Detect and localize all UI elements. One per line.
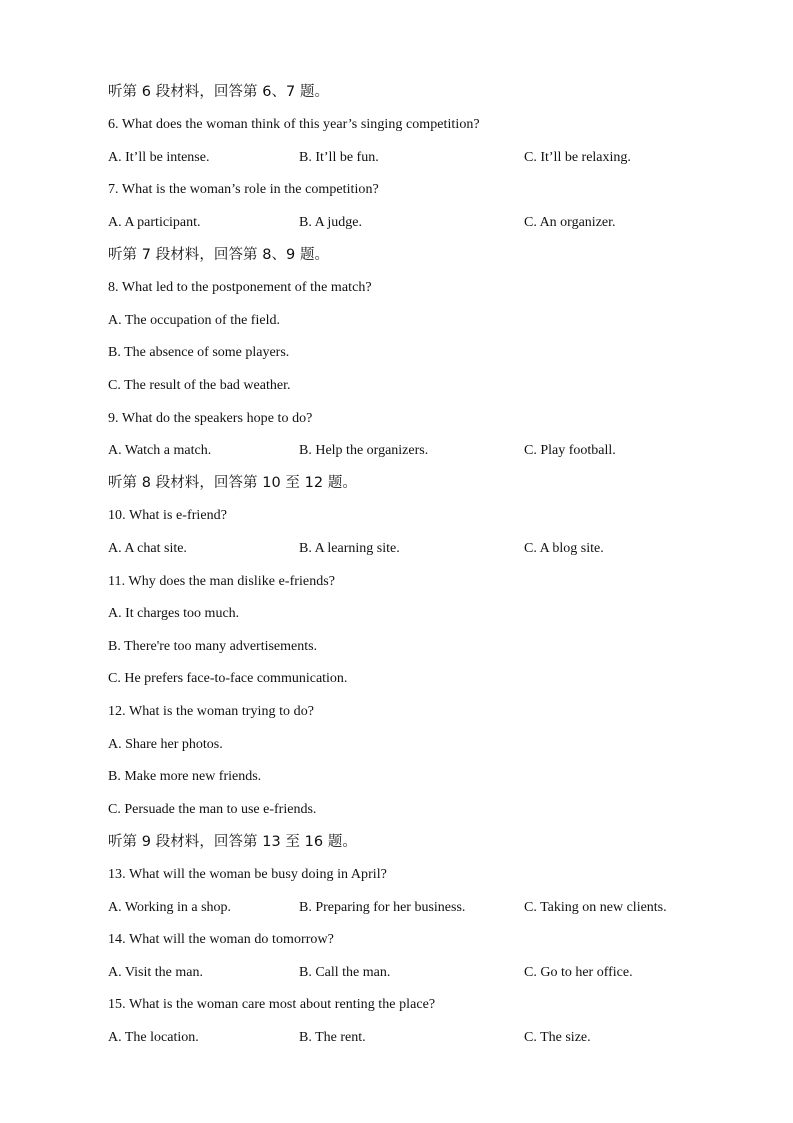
question-15-option-a: A. The location. [108, 1030, 199, 1045]
question-13-option-c: C. Taking on new clients. [524, 900, 667, 915]
question-14-option-c: C. Go to her office. [524, 965, 633, 980]
question-13-option-a: A. Working in a shop. [108, 900, 232, 915]
question-12-option-b: B. Make more new friends. [108, 769, 262, 784]
question-6-option-c: C. It’ll be relaxing. [524, 150, 631, 165]
question-12-stem: 12. What is the woman trying to do? [108, 704, 315, 719]
question-15-option-b: B. The rent. [299, 1030, 366, 1045]
question-10-stem: 10. What is e-friend? [108, 508, 227, 523]
question-10-option-a: A. A chat site. [108, 541, 187, 556]
question-9-option-a: A. Watch a match. [108, 443, 212, 458]
question-7-option-c: C. An organizer. [524, 215, 616, 230]
question-9-option-b: B. Help the organizers. [299, 443, 429, 458]
question-14-stem: 14. What will the woman do tomorrow? [108, 932, 334, 947]
question-11-option-a: A. It charges too much. [108, 606, 240, 621]
question-6-option-a: A. It’ll be intense. [108, 150, 210, 165]
question-7-option-b: B. A judge. [299, 215, 363, 230]
question-11-option-c: C. He prefers face-to-face communication. [108, 671, 348, 686]
question-6-stem: 6. What does the woman think of this year’s singing competition? [108, 117, 480, 132]
question-9-option-c: C. Play football. [524, 443, 616, 458]
question-7-option-a: A. A participant. [108, 215, 201, 230]
question-8-stem: 8. What led to the postponement of the match? [108, 280, 372, 295]
question-13-stem: 13. What will the woman be busy doing in April? [108, 867, 387, 882]
question-9-stem: 9. What do the speakers hope to do? [108, 411, 313, 426]
question-8-option-a: A. The occupation of the field. [108, 313, 280, 328]
question-12-option-c: C. Persuade the man to use e-friends. [108, 802, 317, 817]
section-header-9: 听第 9 段材料，回答第 13 至 16 题。 [108, 834, 357, 850]
question-15-option-c: C. The size. [524, 1030, 591, 1045]
question-11-stem: 11. Why does the man dislike e-friends? [108, 574, 336, 589]
question-8-option-c: C. The result of the bad weather. [108, 378, 291, 393]
section-header-6: 听第 6 段材料，回答第 6、7 题。 [108, 84, 330, 100]
question-13-option-b: B. Preparing for her business. [299, 900, 466, 915]
question-7-stem: 7. What is the woman’s role in the competition? [108, 182, 379, 197]
question-6-option-b: B. It’ll be fun. [299, 150, 379, 165]
section-header-8: 听第 8 段材料，回答第 10 至 12 题。 [108, 475, 357, 491]
question-15-stem: 15. What is the woman care most about renting the place? [108, 997, 436, 1012]
section-header-7: 听第 7 段材料，回答第 8、9 题。 [108, 247, 330, 263]
question-14-option-a: A. Visit the man. [108, 965, 203, 980]
question-10-option-c: C. A blog site. [524, 541, 604, 556]
question-12-option-a: A. Share her photos. [108, 737, 223, 752]
question-14-option-b: B. Call the man. [299, 965, 391, 980]
question-11-option-b: B. There're too many advertisements. [108, 639, 318, 654]
question-10-option-b: B. A learning site. [299, 541, 400, 556]
question-8-option-b: B. The absence of some players. [108, 345, 290, 360]
